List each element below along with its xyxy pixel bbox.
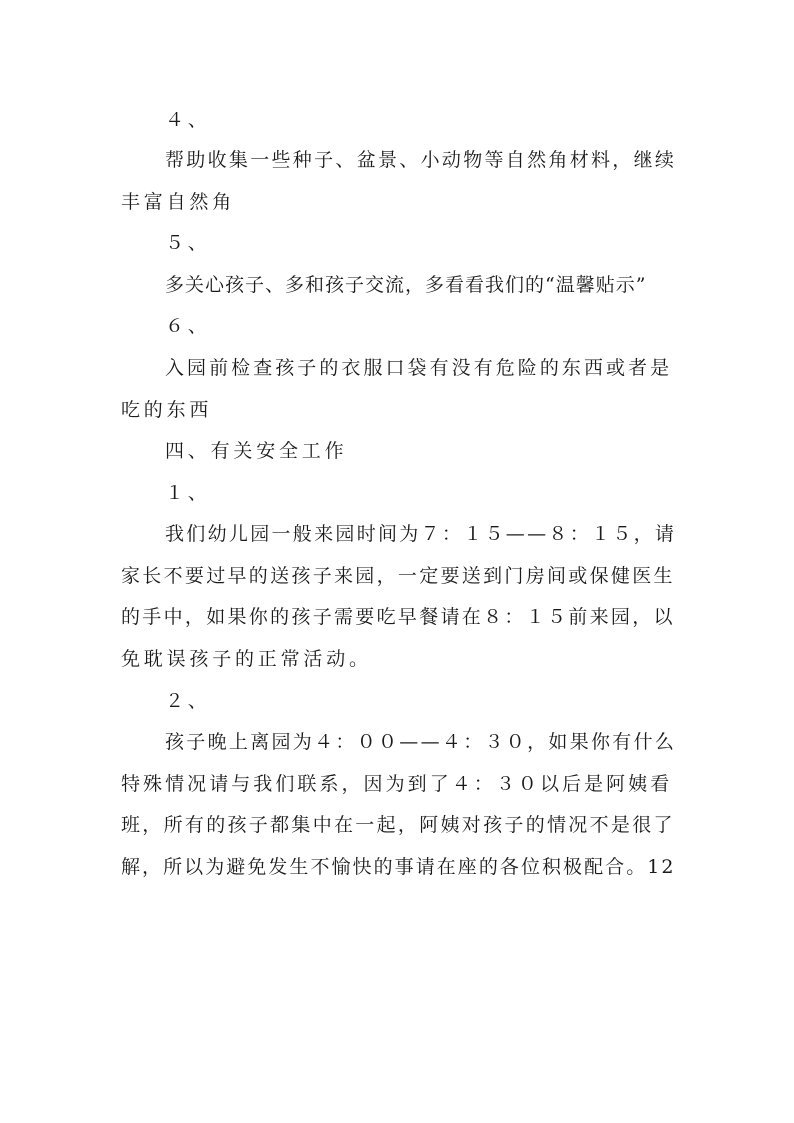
paragraph-line: 吃的东西 (121, 399, 213, 421)
item-number-2: ２、 (165, 690, 211, 712)
paragraph-line: 丰富自然角 (121, 191, 236, 213)
paragraph-line: 的手中，如果你的孩子需要吃早餐请在８：１５前来园，以 (121, 606, 675, 628)
paragraph-line: 解，所以为避免发生不愉快的事请在座的各位积极配合。12 (121, 856, 676, 878)
paragraph-line: 孩子晚上离园为４：００——４：３０，如果你有什么 (165, 731, 677, 753)
paragraph-line: 免耽误孩子的正常活动。 (121, 648, 372, 670)
item-number-1: １、 (165, 482, 211, 504)
section-heading: 四、有关安全工作 (165, 440, 348, 462)
paragraph-line: 帮助收集一些种子、盆景、小动物等自然角材料，继续 (165, 149, 677, 171)
paragraph-line: 家长不要过早的送孩子来园，一定要送到门房间或保健医生 (121, 565, 675, 587)
item-number-4: ４、 (165, 109, 211, 131)
paragraph-line: 班，所有的孩子都集中在一起，阿姨对孩子的情况不是很了 (121, 814, 675, 836)
item-number-5: ５、 (165, 232, 211, 254)
paragraph-line: 入园前检查孩子的衣服口袋有没有危险的东西或者是 (165, 357, 673, 379)
paragraph-line: 我们幼儿园一般来园时间为７：１５——８：１５，请 (165, 523, 677, 545)
paragraph-line: 特殊情况请与我们联系，因为到了４：３０以后是阿姨看 (121, 773, 673, 795)
paragraph-line: 多关心孩子、多和孩子交流，多看看我们的“温馨贴示” (165, 274, 647, 296)
item-number-6: ６、 (165, 315, 211, 337)
